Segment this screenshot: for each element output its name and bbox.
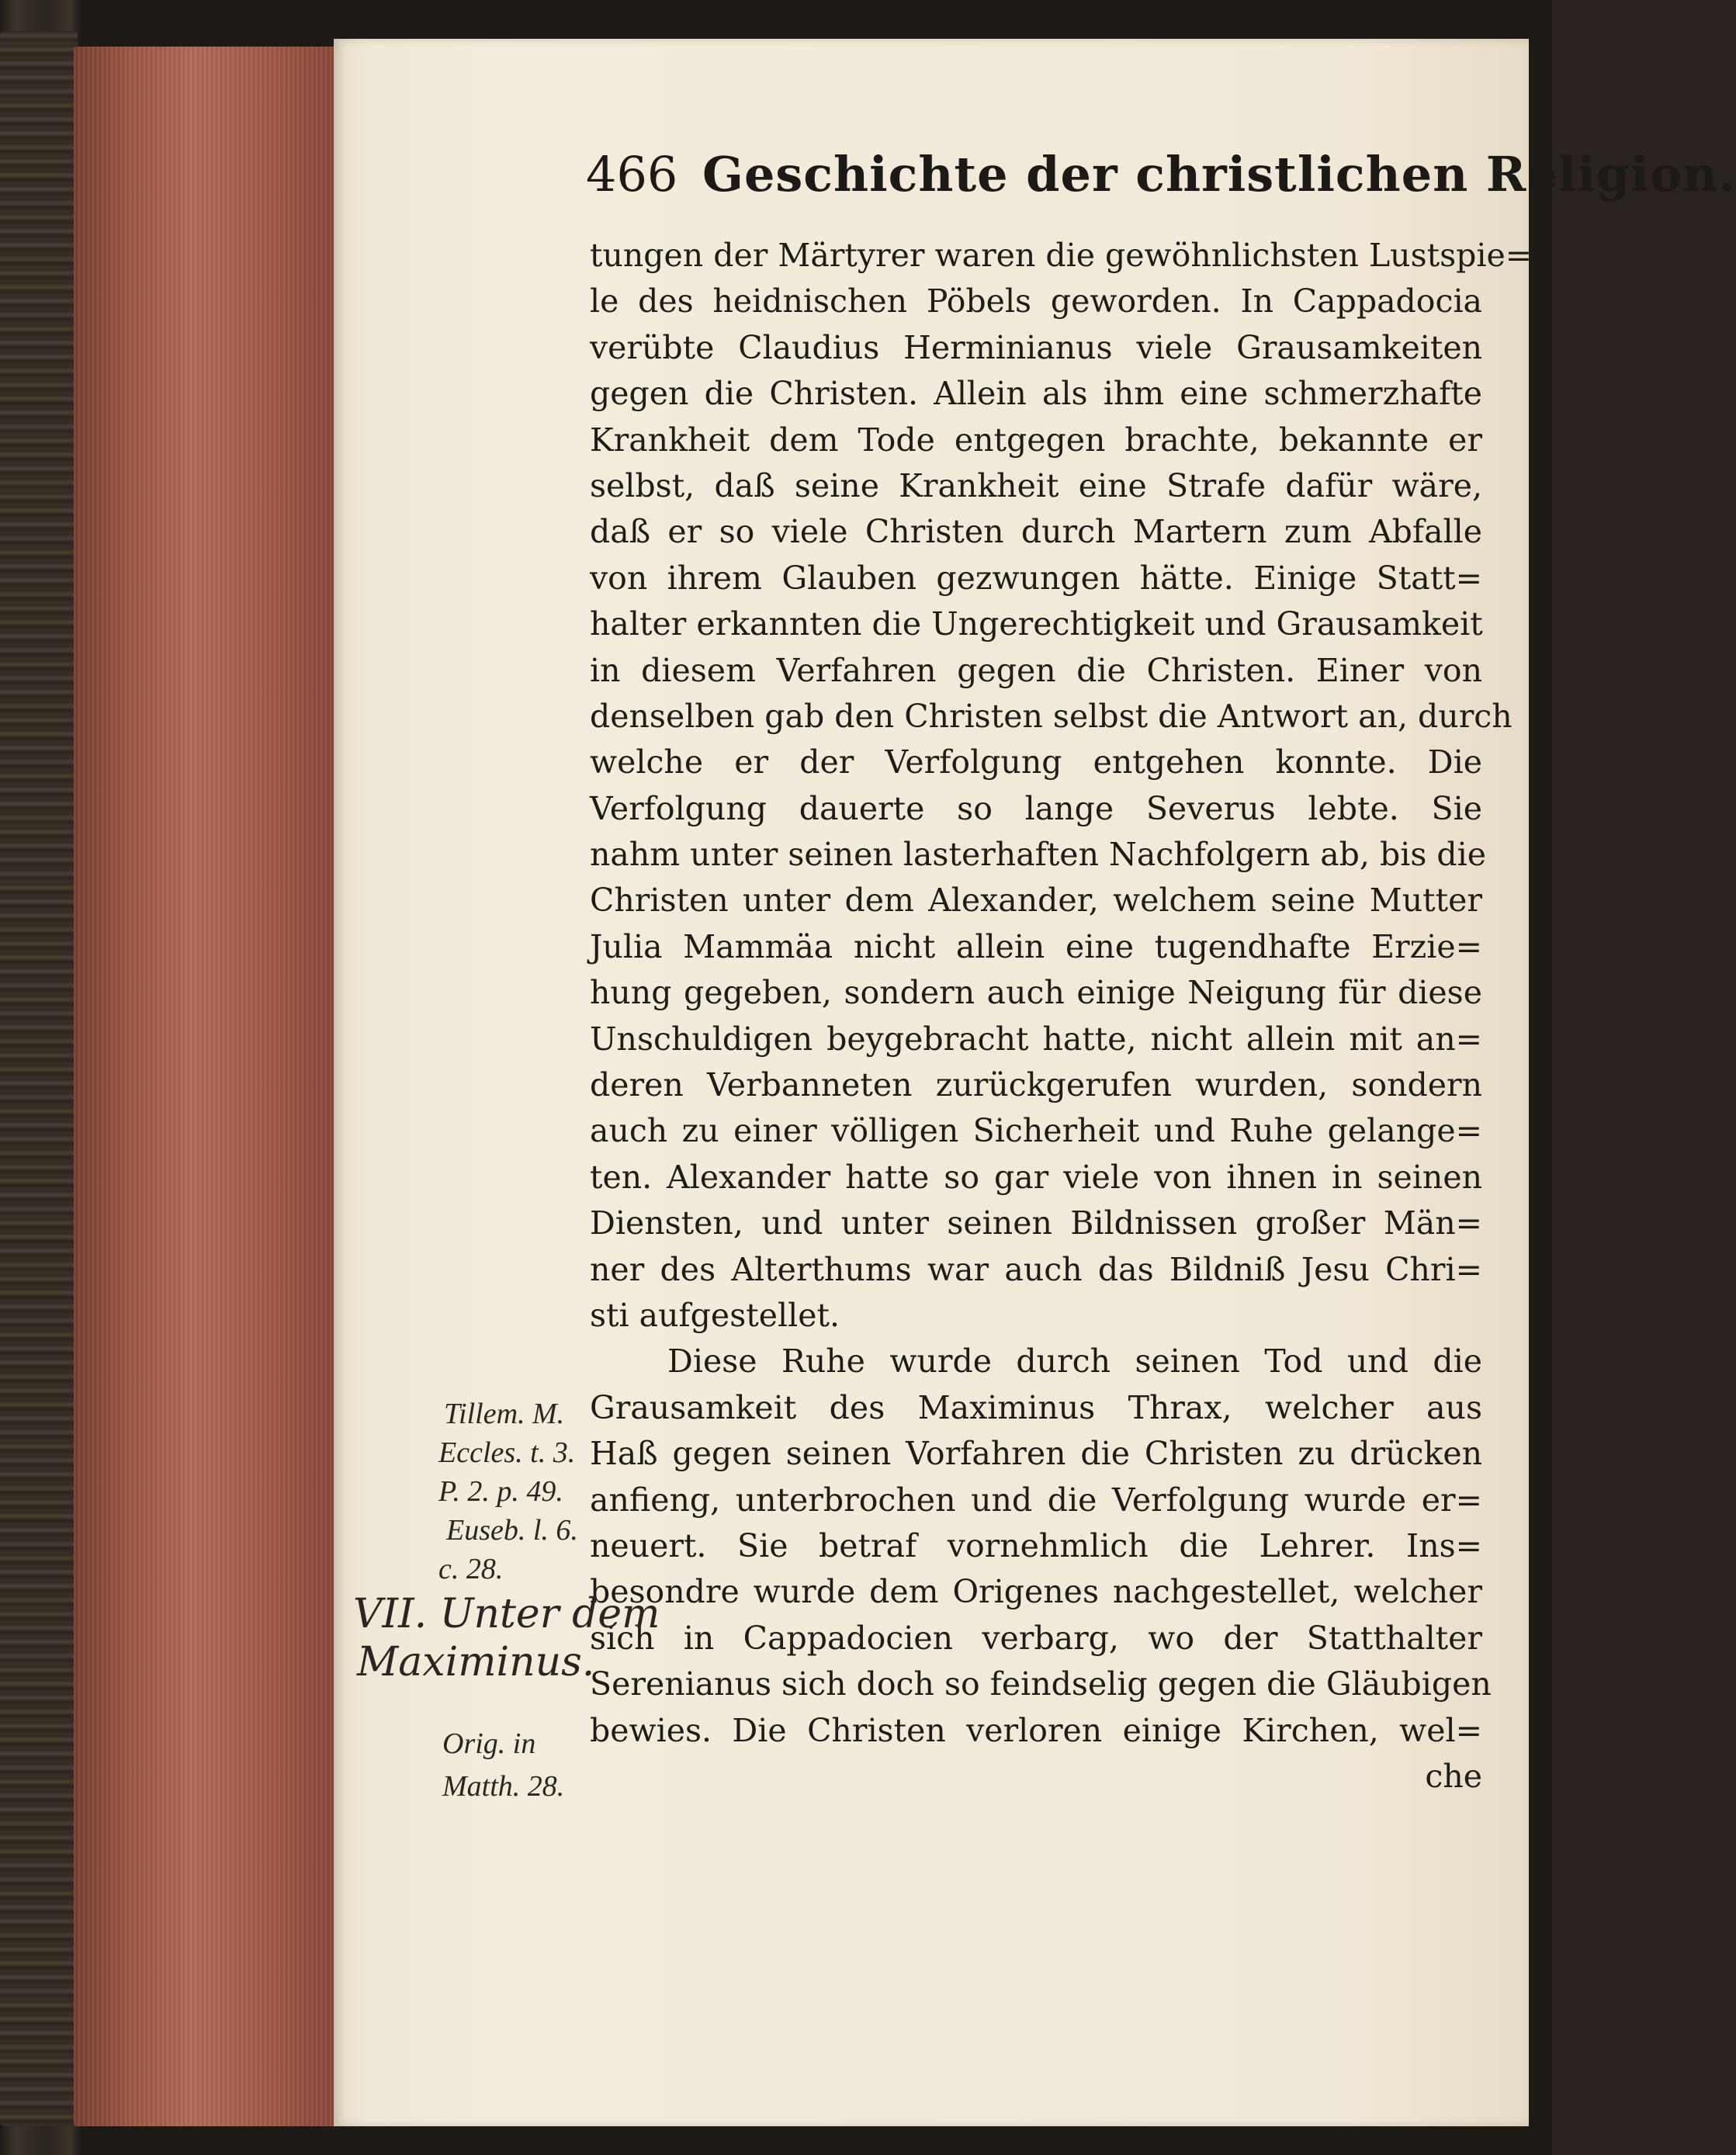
text-line: anfieng, unterbrochen und die Verfolgung wurde er= [590, 1481, 1482, 1519]
marginal-note-eusebius-2: c. 28. [438, 1553, 504, 1585]
text-line: ner des Alterthums war auch das Bildniß Jesu Chri= [590, 1250, 1482, 1288]
text-line: gegen die Christen. Allein als ihm eine schmerzhafte [590, 375, 1482, 413]
text-line: Unschuldigen beygebracht hatte, nicht allein mit an= [590, 1020, 1482, 1058]
page-block-edge [74, 47, 341, 2126]
text-line: nahm unter seinen lasterhaften Nachfolgern ab, bis die [590, 836, 1487, 874]
handwritten-note-2: Maximinus. [357, 1639, 595, 1686]
text-line: le des heidnischen Pöbels geworden. In Cappadocia [590, 282, 1482, 320]
marginal-note-tillemont-3: P. 2. p. 49. [438, 1475, 563, 1508]
text-line: halter erkannten die Ungerechtigkeit und Grausamkeit [590, 605, 1483, 643]
text-line: ten. Alexander hatte so gar viele von ihnen in seinen [590, 1158, 1482, 1196]
text-line: von ihrem Glauben gezwungen hätte. Einige Statt= [590, 559, 1482, 597]
text-line: daß er so viele Christen durch Martern zum Abfalle [590, 513, 1482, 551]
text-line: in diesem Verfahren gegen die Christen. Einer von [590, 651, 1482, 689]
running-head [586, 146, 1736, 216]
text-line: Christen unter dem Alexander, welchem seine Mutter [590, 882, 1482, 920]
marginal-note-origenes-2: Matth. 28. [442, 1770, 565, 1803]
marginal-note-eusebius-1: Euseb. l. 6. [446, 1514, 578, 1547]
text-line: denselben gab den Christen selbst die Antwort an, durch [590, 697, 1513, 735]
text-line: bewies. Die Christen verloren einige Kirchen, wel= [590, 1711, 1482, 1749]
text-line: tungen der Märtyrer waren die gewöhnlichsten Lustspie= [590, 237, 1533, 274]
text-line: welche er der Verfolgung entgehen konnte. Die [590, 743, 1482, 781]
text-line: Verfolgung dauerte so lange Severus lebte. Sie [590, 789, 1482, 827]
catchword: che [1425, 1757, 1482, 1795]
text-line: selbst, daß seine Krankheit eine Strafe dafür wäre, [590, 466, 1482, 504]
text-line: besondre wurde dem Origenes nachgestellet, welcher [590, 1573, 1482, 1611]
text-line: hung gegeben, sondern auch einige Neigung für diese [590, 974, 1482, 1012]
header-title: Geschichte der christlichen Religion. [702, 146, 1736, 203]
page-number: 466 [586, 146, 678, 203]
marginal-note-tillemont-2: Eccles. t. 3. [438, 1436, 576, 1469]
text-line: auch zu einer völligen Sicherheit und Ruhe gelange= [590, 1112, 1482, 1150]
marginal-note-origenes-1: Orig. in [442, 1727, 536, 1760]
text-line: neuert. Sie betraf vornehmlich die Lehrer. Ins= [590, 1526, 1482, 1564]
text-line: Krankheit dem Tode entgegen brachte, bekannte er [590, 421, 1482, 459]
text-line: Serenianus sich doch so feindselig gegen die Gläubigen [590, 1665, 1492, 1703]
text-line: sich in Cappadocien verbarg, wo der Statthalter [590, 1619, 1482, 1657]
handwritten-note-1: VII. Unter dem [353, 1591, 660, 1637]
text-line: verübte Claudius Herminianus viele Grausamkeiten [590, 328, 1482, 366]
text-line: Haß gegen seinen Vorfahren die Christen zu drücken [590, 1435, 1482, 1473]
marginal-note-tillemont-1: Tillem. M. [444, 1398, 565, 1430]
book-cover-spine [0, 31, 78, 2126]
text-line: deren Verbanneten zurückgerufen wurden, sondern [590, 1066, 1482, 1104]
text-line: Diensten, und unter seinen Bildnissen großer Män= [590, 1204, 1482, 1242]
body-text [590, 233, 1533, 1800]
text-line: Diese Ruhe wurde durch seinen Tod und die [667, 1343, 1482, 1381]
text-line: Julia Mammäa nicht allein eine tugendhafte Erzie= [590, 927, 1482, 965]
text-line: Grausamkeit des Maximinus Thrax, welcher aus [590, 1388, 1482, 1426]
text-line: sti aufgestellet. [590, 1296, 840, 1334]
